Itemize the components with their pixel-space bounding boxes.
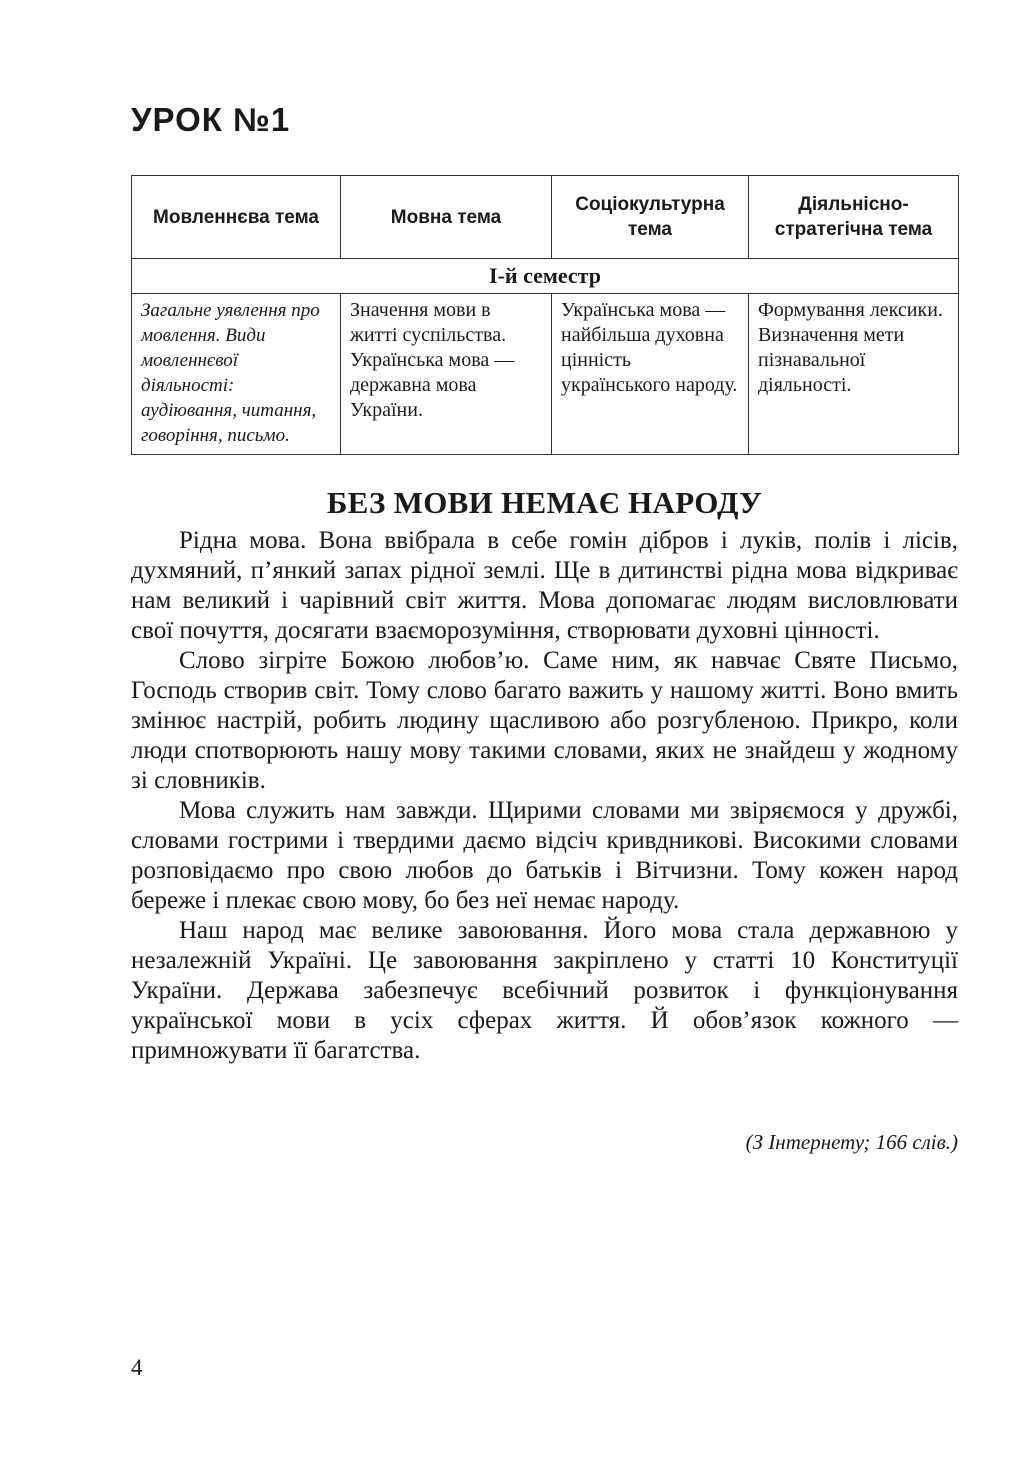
lesson-title: УРОК №1 <box>131 101 291 138</box>
article-source: (З Інтернету; 166 слів.) <box>745 1130 958 1154</box>
table-header-row <box>132 176 959 259</box>
header-activity-strategy-topic: Діяльнісно-стратегічна тема <box>749 176 959 259</box>
article-paragraph: Слово зігріте Божою любов’ю. Саме ним, як навчає Святе Письмо, Господь створив світ. Тому слово багато важить у нашому житті. Воно вмить змінює настрій, робить людину щасливою або розгубленою. Прикро, коли люди спотворюють нашу мову такими словами, яких не знайдеш у жодному зі словників. <box>131 647 958 794</box>
article-title: БЕЗ МОВИ НЕМАЄ НАРОДУ <box>326 485 763 520</box>
header-sociocultural-topic: Соціокультурна тема <box>552 176 749 259</box>
cell-activity-strategy-topic: Формування лексики. Визначення мети пізнавальної діяльності. <box>749 294 959 455</box>
article-body <box>131 526 958 1066</box>
lesson-plan-table <box>131 175 959 455</box>
table-row <box>132 294 959 455</box>
semester-row <box>132 259 959 294</box>
semester-label: І-й семестр <box>132 259 959 294</box>
cell-language-topic: Значення мови в житті суспільства. Українська мова — державна мова України. <box>341 294 552 455</box>
article-paragraph: Мова служить нам завжди. Щирими словами ми звіряємося у дружбі, словами гострими і твердими даємо відсіч кривдникові. Високими словами розповідаємо про свою любов до батьків і Вітчизни. Тому кожен народ береже і плекає свою мову, бо без неї немає народу. <box>131 797 958 914</box>
cell-speech-topic: Загальне уявлення про мовлення. Види мовленнєвої діяльності: аудіювання, читання, говоріння, письмо. <box>132 294 341 455</box>
page-number: 4 <box>131 1355 143 1380</box>
article-paragraph: Рідна мова. Вона ввібрала в себе гомін дібров і луків, полів і лісів, духмяний, п’янкий запах рідної землі. Ще в дитинстві рідна мова відкриває нам великий і чарівний світ життя. Мова допомагає людям висловлювати свої почуття, досягати взаєморозуміння, створювати духовні цінності. <box>131 527 958 644</box>
header-speech-topic: Мовленнєва тема <box>132 176 341 259</box>
article-paragraph: Наш народ має велике завоювання. Його мова стала державною у незалежній Україні. Це завоювання закріплено у статті 10 Конституції України. Держава забезпечує всебічний розвиток і функціонування української мови в усіх сферах життя. Й обов’язок кожного — примножувати її багатства. <box>131 917 958 1064</box>
header-language-topic: Мовна тема <box>341 176 552 259</box>
cell-sociocultural-topic: Українська мова — найбільша духовна цінність українського народу. <box>552 294 749 455</box>
